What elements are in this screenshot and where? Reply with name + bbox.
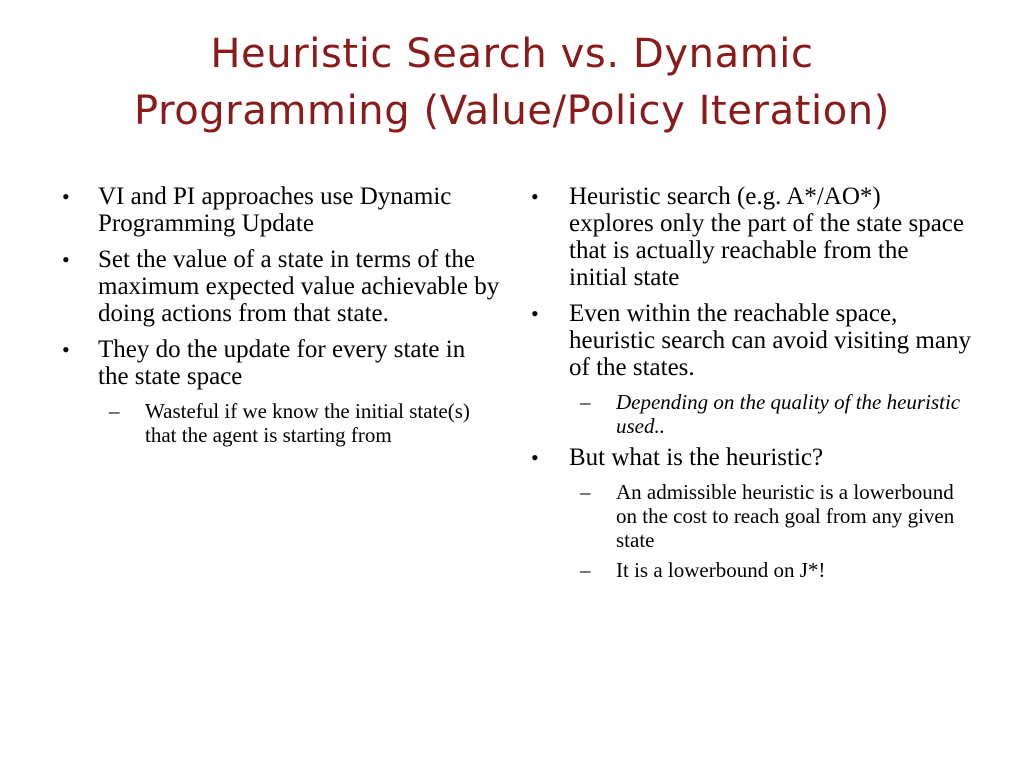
bullet-marker: • [62, 337, 70, 362]
left-sub-bullet-3-1 [62, 399, 502, 447]
left-bullet-3 [62, 336, 502, 390]
slide-title-line-1: Heuristic Search vs. Dynamic [210, 31, 814, 77]
right-bullet-1 [531, 183, 971, 291]
left-sub-bullet-3-1-text: Wasteful if we know the initial state(s) that the agent is starting from [145, 399, 470, 447]
left-bullet-1-text: VI and PI approaches use Dynamic Programming Update [98, 183, 452, 237]
bullet-marker: • [531, 301, 539, 326]
bullet-marker: • [531, 445, 539, 470]
left-bullet-1 [62, 183, 502, 237]
right-column [531, 183, 971, 588]
left-column [62, 183, 502, 453]
left-bullet-2 [62, 246, 502, 327]
right-sub-bullet-3-1-text: An admissible heuristic is a lowerbound on the cost to reach goal from any given state [616, 480, 955, 552]
right-bullet-2-text: Even within the reachable space, heuristic search can avoid visiting many of the states. [569, 300, 971, 381]
left-bullet-3-text: They do the update for every state in the state space [98, 336, 466, 390]
left-bullet-2-text: Set the value of a state in terms of the maximum expected value achievable by doing actions from that state. [98, 246, 500, 327]
right-sub-bullet-2-1-text: Depending on the quality of the heuristic used.. [616, 390, 961, 438]
right-bullet-3 [531, 444, 971, 471]
right-bullet-3-text: But what is the heuristic? [569, 444, 824, 471]
bullet-marker: • [62, 247, 70, 272]
right-sub-bullet-3-2-text: It is a lowerbound on J*! [616, 558, 826, 582]
slide-title [30, 26, 994, 140]
bullet-marker: • [531, 184, 539, 209]
sub-bullet-marker: – [580, 390, 591, 414]
right-sub-bullet-2-1 [531, 390, 971, 438]
slide-title-line-2: Programming (Value/Policy Iteration) [134, 88, 890, 134]
sub-bullet-marker: – [109, 399, 120, 423]
sub-bullet-marker: – [580, 480, 591, 504]
left-bullet-list [62, 183, 502, 447]
right-sub-bullet-3-1 [531, 480, 971, 552]
bullet-marker: • [62, 184, 70, 209]
sub-bullet-marker: – [580, 558, 591, 582]
right-sub-bullet-3-2 [531, 558, 971, 582]
right-bullet-list [531, 183, 971, 582]
right-bullet-1-text: Heuristic search (e.g. A*/AO*) explores only the part of the state space that is actually reachable from the initial state [569, 183, 964, 291]
right-bullet-2 [531, 300, 971, 381]
